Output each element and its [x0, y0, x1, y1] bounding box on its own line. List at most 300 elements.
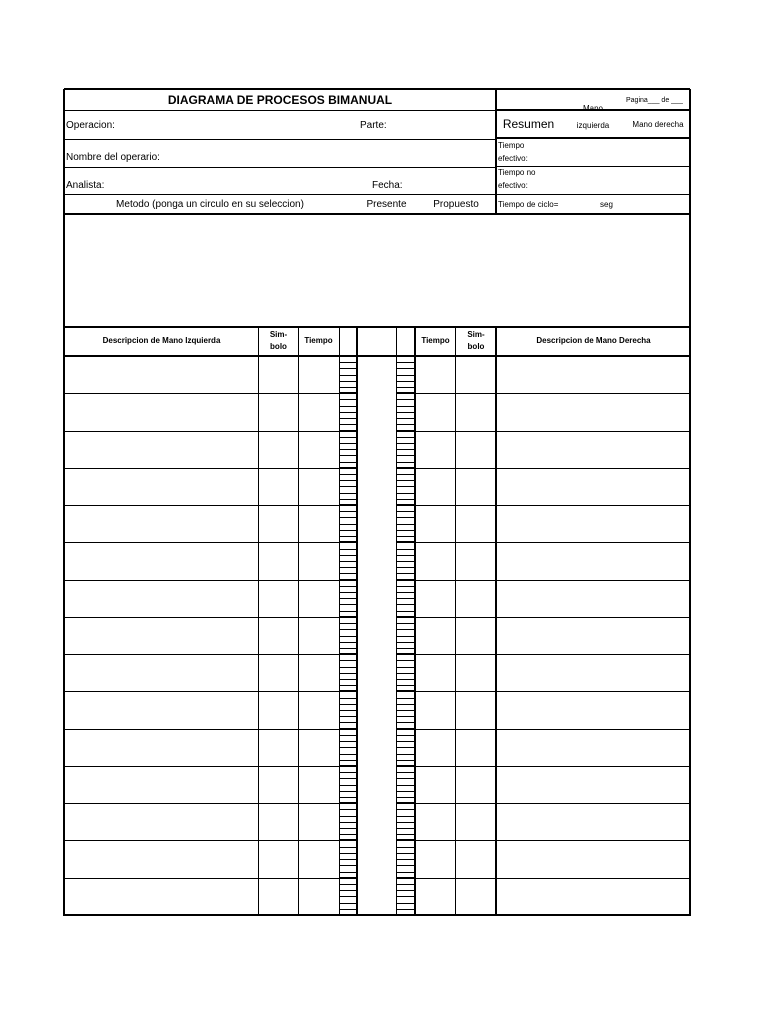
row-divider	[64, 580, 339, 581]
ladder-line	[396, 623, 415, 624]
ladder-line	[339, 839, 357, 841]
right-hand-description-cell[interactable]	[497, 655, 690, 690]
grid-line	[495, 327, 497, 916]
ladder-line	[396, 797, 415, 798]
right-time-cell[interactable]	[416, 543, 455, 578]
ladder-line	[396, 884, 415, 885]
right-time-cell[interactable]	[416, 692, 455, 727]
right-hand-description-cell[interactable]	[497, 432, 690, 467]
left-time-cell[interactable]	[299, 506, 339, 541]
left-symbol-cell[interactable]	[259, 730, 298, 765]
ladder-line	[396, 467, 415, 469]
tiempo-no-efectivo-line1: Tiempo no	[498, 168, 536, 177]
left-hand-description-cell[interactable]	[65, 767, 258, 802]
operacion-field[interactable]	[130, 111, 357, 138]
ladder-line	[339, 778, 357, 779]
ladder-line	[339, 673, 357, 674]
left-time-cell[interactable]	[299, 879, 339, 914]
ladder-line	[396, 853, 415, 854]
ladder-line	[396, 362, 415, 363]
ladder-line	[396, 474, 415, 475]
ladder-line	[339, 381, 357, 382]
ladder-line	[396, 375, 415, 376]
left-hand-description-cell[interactable]	[65, 841, 258, 876]
ladder-line	[396, 802, 415, 804]
nombre-operario-label: Nombre del operario:	[66, 152, 160, 163]
desc-right-hand-header: Descripcion de Mano Derecha	[536, 336, 651, 345]
left-symbol-cell[interactable]	[259, 767, 298, 802]
simbolo-right-line2: bolo	[467, 342, 485, 351]
table-row	[64, 356, 690, 393]
row-divider	[415, 468, 690, 469]
ladder-line	[396, 412, 415, 413]
left-symbol-cell[interactable]	[259, 581, 298, 616]
ladder-line	[396, 847, 415, 848]
left-symbol-cell[interactable]	[259, 618, 298, 653]
right-symbol-cell[interactable]	[456, 357, 496, 392]
ladder-line	[339, 573, 357, 574]
grid-line	[64, 194, 690, 195]
table-row	[64, 766, 690, 803]
ladder-line	[396, 760, 415, 761]
row-divider	[415, 766, 690, 767]
ladder-line	[339, 765, 357, 767]
table-row	[64, 729, 690, 766]
grid-line	[496, 166, 690, 167]
ladder-line	[396, 536, 415, 537]
ladder-line	[396, 648, 415, 649]
ladder-line	[396, 828, 415, 829]
table-row	[64, 542, 690, 579]
ladder-line	[339, 493, 357, 494]
ladder-line	[396, 392, 415, 394]
ladder-line	[339, 903, 357, 904]
right-symbol-cell[interactable]	[456, 692, 496, 727]
ladder-line	[396, 698, 415, 699]
ladder-line	[339, 802, 357, 804]
right-time-cell[interactable]	[416, 357, 455, 392]
seg-label: seg	[600, 200, 613, 209]
right-time-cell[interactable]	[416, 841, 455, 876]
grid-line	[496, 137, 690, 139]
right-time-cell[interactable]	[416, 581, 455, 616]
frame-bottom	[64, 914, 690, 916]
ladder-line	[396, 765, 415, 767]
ladder-line	[339, 474, 357, 475]
ladder-line	[339, 642, 357, 643]
row-divider	[64, 729, 339, 730]
ladder-line	[339, 877, 357, 879]
left-symbol-cell[interactable]	[259, 879, 298, 914]
right-hand-description-cell[interactable]	[497, 394, 690, 429]
left-time-cell[interactable]	[299, 543, 339, 578]
table-row	[64, 468, 690, 505]
table-row	[64, 840, 690, 877]
ladder-line	[339, 822, 357, 823]
tiempo-efectivo-label	[498, 139, 560, 165]
form-title: DIAGRAMA DE PROCESOS BIMANUAL	[167, 93, 393, 107]
ladder-line	[396, 443, 415, 444]
right-hand-description-cell[interactable]	[497, 581, 690, 616]
left-time-cell[interactable]	[299, 432, 339, 467]
left-hand-description-cell[interactable]	[65, 394, 258, 429]
row-divider	[415, 729, 690, 730]
right-symbol-cell[interactable]	[456, 432, 496, 467]
tiempo-ciclo-label: Tiempo de ciclo=	[498, 200, 559, 209]
row-divider	[415, 803, 690, 804]
row-divider	[415, 542, 690, 543]
right-symbol-cell[interactable]	[456, 841, 496, 876]
row-divider	[64, 803, 339, 804]
left-time-cell[interactable]	[299, 357, 339, 392]
fecha-field[interactable]	[416, 167, 495, 194]
tiempo-efectivo-left-field[interactable]	[561, 139, 625, 165]
ladder-line	[396, 791, 415, 792]
left-symbol-cell[interactable]	[259, 357, 298, 392]
left-hand-description-cell[interactable]	[65, 655, 258, 690]
right-symbol-cell[interactable]	[456, 506, 496, 541]
right-time-cell[interactable]	[416, 432, 455, 467]
ladder-line	[396, 418, 415, 419]
ladder-line	[339, 648, 357, 649]
ladder-line	[339, 872, 357, 873]
ladder-line	[339, 667, 357, 668]
ladder-line	[396, 616, 415, 618]
ladder-line	[396, 573, 415, 574]
ladder-line	[339, 530, 357, 531]
ladder-line	[396, 834, 415, 835]
ladder-line	[339, 636, 357, 637]
ladder-line	[396, 462, 415, 463]
row-divider	[415, 617, 690, 618]
grid-line	[64, 110, 496, 111]
ladder-line	[339, 418, 357, 419]
ladder-line	[339, 679, 357, 680]
ladder-line	[396, 772, 415, 773]
ladder-line	[396, 778, 415, 779]
right-symbol-cell[interactable]	[456, 581, 496, 616]
right-symbol-cell[interactable]	[456, 879, 496, 914]
right-time-cell[interactable]	[416, 618, 455, 653]
row-divider	[415, 580, 690, 581]
left-time-cell[interactable]	[299, 394, 339, 429]
table-row	[64, 505, 690, 542]
ladder-line	[396, 816, 415, 817]
row-divider	[415, 691, 690, 692]
left-time-cell[interactable]	[299, 469, 339, 504]
ladder-line	[339, 504, 357, 506]
tiempo-right-header: Tiempo	[421, 336, 450, 345]
right-hand-description-cell[interactable]	[497, 804, 690, 839]
ladder-line	[339, 462, 357, 463]
nombre-operario-field[interactable]	[194, 140, 495, 166]
ladder-line	[396, 541, 415, 543]
ladder-line	[339, 579, 357, 581]
ladder-line	[396, 636, 415, 637]
right-hand-description-cell[interactable]	[497, 357, 690, 392]
ladder-line	[339, 499, 357, 500]
left-symbol-cell[interactable]	[259, 841, 298, 876]
ladder-line	[396, 877, 415, 879]
presente-option[interactable]: Presente	[366, 199, 407, 210]
ladder-line	[339, 828, 357, 829]
tiempo-left-header: Tiempo	[304, 336, 333, 345]
row-divider	[64, 840, 339, 841]
left-time-cell[interactable]	[299, 581, 339, 616]
resumen-col-right-hand: Mano derecha	[632, 120, 684, 129]
tiempo-efectivo-line1: Tiempo	[498, 141, 525, 150]
ladder-line	[339, 704, 357, 705]
ladder-line	[396, 493, 415, 494]
right-symbol-cell[interactable]	[456, 618, 496, 653]
grid-line	[64, 213, 690, 215]
left-symbol-cell[interactable]	[259, 692, 298, 727]
right-hand-description-cell[interactable]	[497, 879, 690, 914]
ladder-line	[339, 399, 357, 400]
ladder-line	[396, 517, 415, 518]
left-hand-description-cell[interactable]	[65, 506, 258, 541]
left-hand-description-cell[interactable]	[65, 543, 258, 578]
ladder-line	[396, 368, 415, 369]
ladder-line	[339, 368, 357, 369]
ladder-line	[396, 629, 415, 630]
ladder-line	[396, 381, 415, 382]
right-time-cell[interactable]	[416, 655, 455, 690]
ladder-line	[339, 592, 357, 593]
left-hand-description-cell[interactable]	[65, 469, 258, 504]
left-time-cell[interactable]	[299, 767, 339, 802]
ladder-line	[339, 541, 357, 543]
left-hand-description-cell[interactable]	[65, 730, 258, 765]
left-hand-description-cell[interactable]	[65, 692, 258, 727]
ladder-line	[396, 716, 415, 717]
row-divider	[64, 617, 339, 618]
row-divider	[415, 840, 690, 841]
ladder-line	[339, 604, 357, 605]
left-hand-description-cell[interactable]	[65, 804, 258, 839]
right-symbol-cell[interactable]	[456, 394, 496, 429]
ladder-line	[396, 865, 415, 866]
ladder-line	[339, 698, 357, 699]
left-symbol-cell[interactable]	[259, 469, 298, 504]
ladder-line	[396, 741, 415, 742]
table-row	[64, 431, 690, 468]
right-time-cell[interactable]	[416, 879, 455, 914]
right-hand-description-cell[interactable]	[497, 692, 690, 727]
page-number-field[interactable]: Pagina___ de ___	[626, 97, 683, 104]
right-symbol-cell[interactable]	[456, 730, 496, 765]
left-time-cell[interactable]	[299, 841, 339, 876]
analista-label: Analista:	[66, 180, 105, 191]
right-time-cell[interactable]	[416, 506, 455, 541]
right-hand-description-cell[interactable]	[497, 767, 690, 802]
ladder-line	[339, 785, 357, 786]
right-time-cell[interactable]	[416, 394, 455, 429]
right-symbol-cell[interactable]	[456, 469, 496, 504]
right-hand-description-cell[interactable]	[497, 506, 690, 541]
table-row	[64, 617, 690, 654]
grid-line	[64, 167, 496, 168]
parte-label: Parte:	[360, 120, 387, 131]
table-row	[64, 393, 690, 430]
simbolo-left-header	[259, 329, 298, 355]
ladder-line	[396, 872, 415, 873]
ladder-line	[396, 909, 415, 910]
operacion-label: Operacion:	[66, 120, 115, 131]
right-symbol-cell[interactable]	[456, 804, 496, 839]
ladder-line	[339, 362, 357, 363]
right-time-cell[interactable]	[416, 804, 455, 839]
ladder-line	[396, 685, 415, 686]
ladder-line	[339, 355, 357, 357]
ladder-line	[339, 859, 357, 860]
resumen-title: Resumen	[502, 117, 555, 131]
left-symbol-cell[interactable]	[259, 543, 298, 578]
left-symbol-cell[interactable]	[259, 432, 298, 467]
table-row	[64, 803, 690, 840]
ladder-line	[339, 517, 357, 518]
ladder-line	[396, 437, 415, 438]
propuesto-option[interactable]: Propuesto	[433, 199, 479, 210]
header-divider	[495, 89, 497, 214]
ladder-line	[396, 903, 415, 904]
simbolo-left-line1: Sim-	[269, 330, 288, 339]
ladder-line	[396, 406, 415, 407]
ladder-line	[396, 530, 415, 531]
ladder-line	[339, 847, 357, 848]
ladder-line	[396, 567, 415, 568]
tiempo-efectivo-right-field[interactable]	[627, 139, 689, 165]
ladder-line	[339, 387, 357, 388]
grid-line	[455, 327, 456, 916]
right-hand-description-cell[interactable]	[497, 543, 690, 578]
ladder-line	[396, 890, 415, 891]
ladder-line	[339, 586, 357, 587]
parte-field[interactable]	[397, 111, 495, 138]
ladder-line	[339, 536, 357, 537]
ladder-line	[396, 430, 415, 432]
simbolo-left-line2: bolo	[270, 342, 287, 351]
left-time-cell[interactable]	[299, 655, 339, 690]
left-hand-description-cell[interactable]	[65, 432, 258, 467]
simbolo-right-header	[456, 329, 496, 355]
ladder-line	[339, 884, 357, 885]
left-time-cell[interactable]	[299, 692, 339, 727]
right-time-cell[interactable]	[416, 767, 455, 802]
ladder-line	[339, 455, 357, 456]
tiempo-no-efectivo-label	[498, 166, 560, 193]
analista-field[interactable]	[130, 167, 357, 194]
left-time-cell[interactable]	[299, 618, 339, 653]
frame-top	[64, 88, 690, 90]
right-symbol-cell[interactable]	[456, 655, 496, 690]
row-divider	[64, 878, 339, 879]
left-hand-description-cell[interactable]	[65, 618, 258, 653]
row-divider	[64, 505, 339, 506]
left-symbol-cell[interactable]	[259, 655, 298, 690]
row-divider	[415, 431, 690, 432]
ladder-line	[339, 834, 357, 835]
ladder-line	[339, 406, 357, 407]
grid-line	[496, 109, 690, 111]
ladder-line	[339, 685, 357, 686]
table-row	[64, 580, 690, 617]
ladder-line	[396, 673, 415, 674]
ladder-line	[339, 797, 357, 798]
tiempo-no-efectivo-right-field[interactable]	[627, 167, 689, 193]
right-time-cell[interactable]	[416, 469, 455, 504]
left-symbol-cell[interactable]	[259, 506, 298, 541]
simbolo-right-line1: Sim-	[467, 330, 485, 339]
ladder-line	[339, 741, 357, 742]
ladder-line	[339, 816, 357, 817]
ladder-line	[396, 598, 415, 599]
grid-line	[298, 327, 299, 916]
ladder-line	[396, 859, 415, 860]
ladder-line	[396, 480, 415, 481]
ladder-line	[396, 355, 415, 357]
ladder-line	[339, 567, 357, 568]
right-hand-description-cell[interactable]	[497, 730, 690, 765]
ladder-line	[396, 555, 415, 556]
ladder-line	[339, 735, 357, 736]
left-time-cell[interactable]	[299, 804, 339, 839]
tiempo-no-efectivo-left-field[interactable]	[561, 167, 625, 193]
ladder-line	[339, 598, 357, 599]
right-time-cell[interactable]	[416, 730, 455, 765]
method-notes-area[interactable]	[65, 215, 689, 326]
left-symbol-cell[interactable]	[259, 804, 298, 839]
ladder-line	[339, 561, 357, 562]
ladder-line	[339, 772, 357, 773]
ladder-line	[396, 704, 415, 705]
ladder-line	[339, 754, 357, 755]
ladder-line	[396, 592, 415, 593]
ladder-line	[339, 728, 357, 730]
right-hand-description-cell[interactable]	[497, 618, 690, 653]
ladder-line	[339, 375, 357, 376]
left-time-cell[interactable]	[299, 730, 339, 765]
grid-line	[64, 326, 690, 328]
ladder-line	[396, 679, 415, 680]
ladder-line	[339, 710, 357, 711]
left-hand-description-cell[interactable]	[65, 581, 258, 616]
row-divider	[415, 505, 690, 506]
row-divider	[64, 691, 339, 692]
left-hand-description-cell[interactable]	[65, 357, 258, 392]
tiempo-efectivo-line2: efectivo:	[498, 154, 528, 163]
ladder-line	[339, 653, 357, 655]
ladder-line	[396, 499, 415, 500]
ladder-line	[339, 616, 357, 618]
ladder-line	[396, 424, 415, 425]
ladder-line	[396, 667, 415, 668]
ladder-line	[396, 504, 415, 506]
right-symbol-cell[interactable]	[456, 543, 496, 578]
right-hand-description-cell[interactable]	[497, 469, 690, 504]
ladder-line	[396, 710, 415, 711]
right-symbol-cell[interactable]	[456, 767, 496, 802]
grid-line	[258, 327, 259, 916]
left-hand-description-cell[interactable]	[65, 879, 258, 914]
right-hand-description-cell[interactable]	[497, 841, 690, 876]
left-symbol-cell[interactable]	[259, 394, 298, 429]
ladder-line	[339, 865, 357, 866]
ladder-line	[339, 809, 357, 810]
grid-line	[64, 139, 496, 140]
ladder-line	[396, 722, 415, 723]
ladder-line	[396, 754, 415, 755]
